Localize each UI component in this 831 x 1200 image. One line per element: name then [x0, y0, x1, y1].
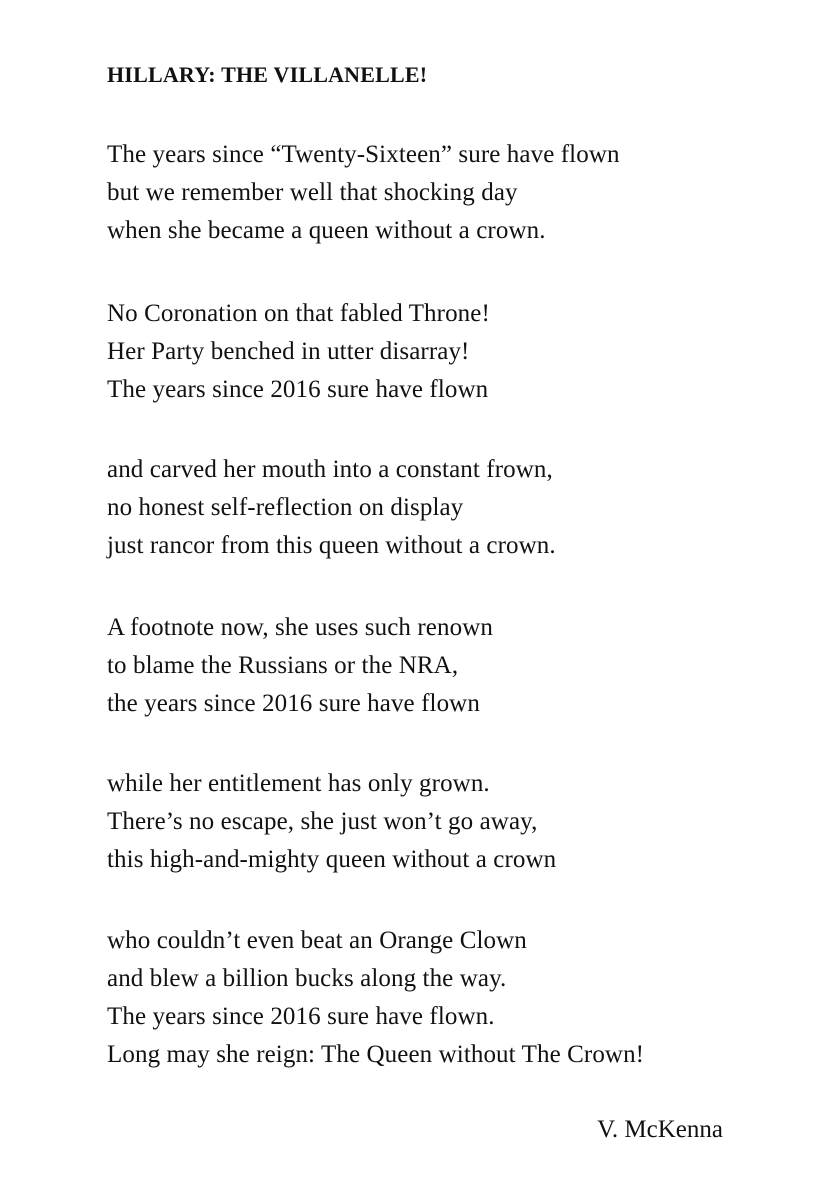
poem-line: and carved her mouth into a constant frown, [107, 456, 553, 483]
poem-line: The years since “Twenty-Sixteen” sure have flown [107, 141, 620, 168]
poem-line: Long may she reign: The Queen without The Crown! [107, 1041, 645, 1068]
stanza-1 [107, 136, 620, 250]
poem-line: the years since 2016 sure have flown [107, 690, 480, 717]
poem-line: A footnote now, she uses such renown [107, 614, 493, 641]
poem-line: but we remember well that shocking day [107, 179, 518, 206]
poem-line: while her entitlement has only grown. [107, 770, 490, 797]
poem-line: no honest self-reflection on display [107, 494, 464, 521]
poem-line: The years since 2016 sure have flown. [107, 1003, 495, 1030]
stanza-2 [107, 295, 490, 409]
poem-line: just rancor from this queen without a crown. [107, 532, 556, 559]
poem-line: Her Party benched in utter disarray! [107, 338, 470, 365]
poem-line: No Coronation on that fabled Throne! [107, 300, 490, 327]
stanza-6 [107, 922, 644, 1074]
poem-line: and blew a billion bucks along the way. [107, 965, 507, 992]
stanza-3 [107, 451, 556, 565]
stanza-4 [107, 609, 493, 723]
poem-line: to blame the Russians or the NRA, [107, 652, 459, 679]
poem-line: this high-and-mighty queen without a crown [107, 846, 557, 873]
poem-line: There’s no escape, she just won’t go away, [107, 808, 538, 835]
poem-line: The years since 2016 sure have flown [107, 376, 489, 403]
author-signature: V. McKenna [597, 1116, 723, 1143]
poem-line: when she became a queen without a crown. [107, 217, 546, 244]
stanza-5 [107, 765, 556, 879]
poem-line: who couldn’t even beat an Orange Clown [107, 927, 527, 954]
poem-title: HILLARY: THE VILLANELLE! [107, 62, 428, 87]
